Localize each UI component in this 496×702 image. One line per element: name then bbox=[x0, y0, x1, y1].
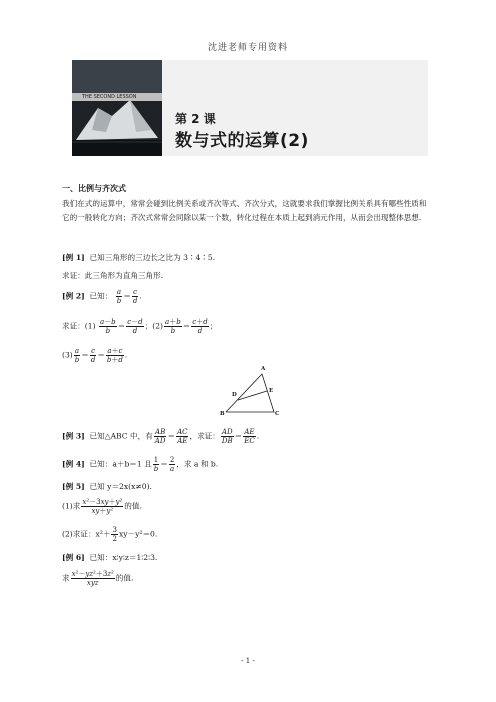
fraction: $\frac{c-d}{d}$ bbox=[127, 318, 143, 335]
example-5-text: 已知 y＝2x(x≠0). bbox=[89, 482, 152, 491]
example-5 bbox=[62, 481, 152, 492]
page-number: - 1 - bbox=[241, 657, 255, 665]
example-4: [例 4] 已知：a＋b＝1 且 $\frac{1}{b}$ ＝ $\frac{2}{a}$ ，求 a 和 b. bbox=[62, 456, 219, 473]
point-d-label: D bbox=[232, 392, 237, 398]
example-5-q1-prefix: (1)求 bbox=[62, 501, 81, 511]
example-5-label: [例 5] bbox=[62, 482, 85, 491]
point-e-label: E bbox=[269, 388, 274, 394]
example-2-label: [例 2] bbox=[62, 291, 85, 301]
example-1-label: [例 1] bbox=[62, 253, 85, 262]
example-6-question bbox=[62, 570, 133, 587]
example-4-text1: 已知：a＋b＝1 且 bbox=[89, 459, 152, 469]
fraction: $\frac{a}{b}$ bbox=[74, 347, 80, 364]
example-3: [例 3] 已知△ABC 中，有 $\frac{AB}{AD}$ ＝ $\frac{AC}{AE}$ ，求证： $\frac{AD}{DB}$ ＝ $\frac{AE}{EC}$ . bbox=[62, 428, 260, 445]
fraction: $\frac{c+d}{d}$ bbox=[192, 318, 208, 335]
example-2-part3: (3) $\frac{a}{b}$ ＝ $\frac{c}{d}$ ＝ $\frac{a+c}{b+d}$ . bbox=[62, 347, 128, 364]
intro-paragraph: 我们在式的运算中，常常会碰到比例关系或齐次等式、齐次分式，这就要求我们掌握比例关系具有哪些性质和它的一般转化方向；齐次式常常会同除以某一个数，转化过程在本质上起到消元作用，从而会出现整体思想. bbox=[62, 199, 427, 222]
fraction: $\frac{a+b}{b}$ bbox=[165, 318, 181, 335]
example-2-given: 已知： bbox=[89, 291, 113, 301]
fraction: $\frac{AE}{EC}$ bbox=[244, 428, 255, 445]
example-3-text1: 已知△ABC 中，有 bbox=[89, 431, 153, 441]
example-6 bbox=[62, 552, 157, 563]
fraction: $\frac{a+c}{b+d}$ bbox=[106, 347, 123, 364]
example-6-label: [例 6] bbox=[62, 553, 85, 562]
example-4-label: [例 4] bbox=[62, 459, 85, 469]
example-2-prove-label: 求证：(1) bbox=[62, 321, 96, 331]
example-5-question-2 bbox=[62, 526, 157, 543]
page-header: 沈进老师专用资料 bbox=[207, 43, 288, 53]
example-6-q-prefix: 求 bbox=[62, 573, 70, 583]
example-1-text: 已知三角形的三边长之比为 3∶4∶5. bbox=[89, 253, 216, 262]
triangle-figure bbox=[216, 368, 286, 422]
example-1 bbox=[62, 252, 215, 263]
example-5-q2-prefix: (2)求证：x²＋ bbox=[62, 529, 111, 539]
fraction: $\frac{a-b}{b}$ bbox=[99, 318, 116, 335]
example-3-label: [例 3] bbox=[62, 431, 85, 441]
fraction: $\frac{a}{b}$ bbox=[116, 288, 122, 305]
example-2-part3-label: (3) bbox=[62, 350, 73, 360]
lesson-tag: THE SECOND LESSON bbox=[72, 93, 162, 101]
fraction: $\frac{1}{b}$ bbox=[153, 456, 159, 473]
fraction: $\frac{AD}{DB}$ bbox=[221, 428, 233, 445]
lesson-number: 第 2 课 bbox=[175, 112, 216, 126]
example-2: [例 2] 已知： $\frac{a}{b}$ ＝ $\frac{c}{d}$ . bbox=[62, 288, 142, 305]
example-6-q-suffix: 的值. bbox=[115, 573, 134, 583]
fraction: $\frac{c}{d}$ bbox=[132, 288, 138, 305]
example-5-q2-suffix: xy－y²＝0. bbox=[118, 529, 158, 539]
section-title: 一、比例与齐次式 bbox=[62, 184, 126, 193]
fraction: $\frac{c}{d}$ bbox=[90, 347, 96, 364]
fraction: $\frac{\text{x²－yz²＋3z²}}{\text{xyz}}$ bbox=[71, 570, 114, 587]
example-6-text: 已知：x∶y∶z＝1∶2∶3. bbox=[89, 553, 158, 562]
lesson-title: 数与式的运算(2) bbox=[175, 131, 309, 151]
example-5-q1-suffix: 的值. bbox=[124, 501, 142, 511]
vertex-b-label: B bbox=[220, 411, 225, 417]
example-1-prove: 求证：此三角形为直角三角形. bbox=[62, 271, 164, 280]
example-2-part2: ；(2) bbox=[144, 321, 163, 331]
fraction: $\frac{2}{a}$ bbox=[169, 456, 175, 473]
fraction: $\frac{\text{x²－3xy＋y²}}{\text{xy＋y²}}$ bbox=[82, 498, 123, 515]
example-3-text2: ，求证： bbox=[189, 431, 220, 441]
vertex-c-label: C bbox=[275, 411, 280, 417]
iceberg-image bbox=[72, 60, 162, 156]
fraction: $\frac{AB}{AD}$ bbox=[154, 428, 166, 445]
vertex-a-label: A bbox=[261, 366, 266, 372]
example-2-prove: 求证：(1) $\frac{a-b}{b}$ ＝ $\frac{c-d}{d}$ ；(2) $\frac{a+b}{b}$ ＝ $\frac{c+d}{d}$ ； bbox=[62, 318, 218, 335]
example-5-question-1 bbox=[62, 498, 142, 515]
fraction: $\frac{3}{2}$ bbox=[112, 526, 117, 543]
fraction: $\frac{AC}{AE}$ bbox=[177, 428, 188, 445]
example-4-text2: ，求 a 和 b. bbox=[176, 459, 219, 469]
